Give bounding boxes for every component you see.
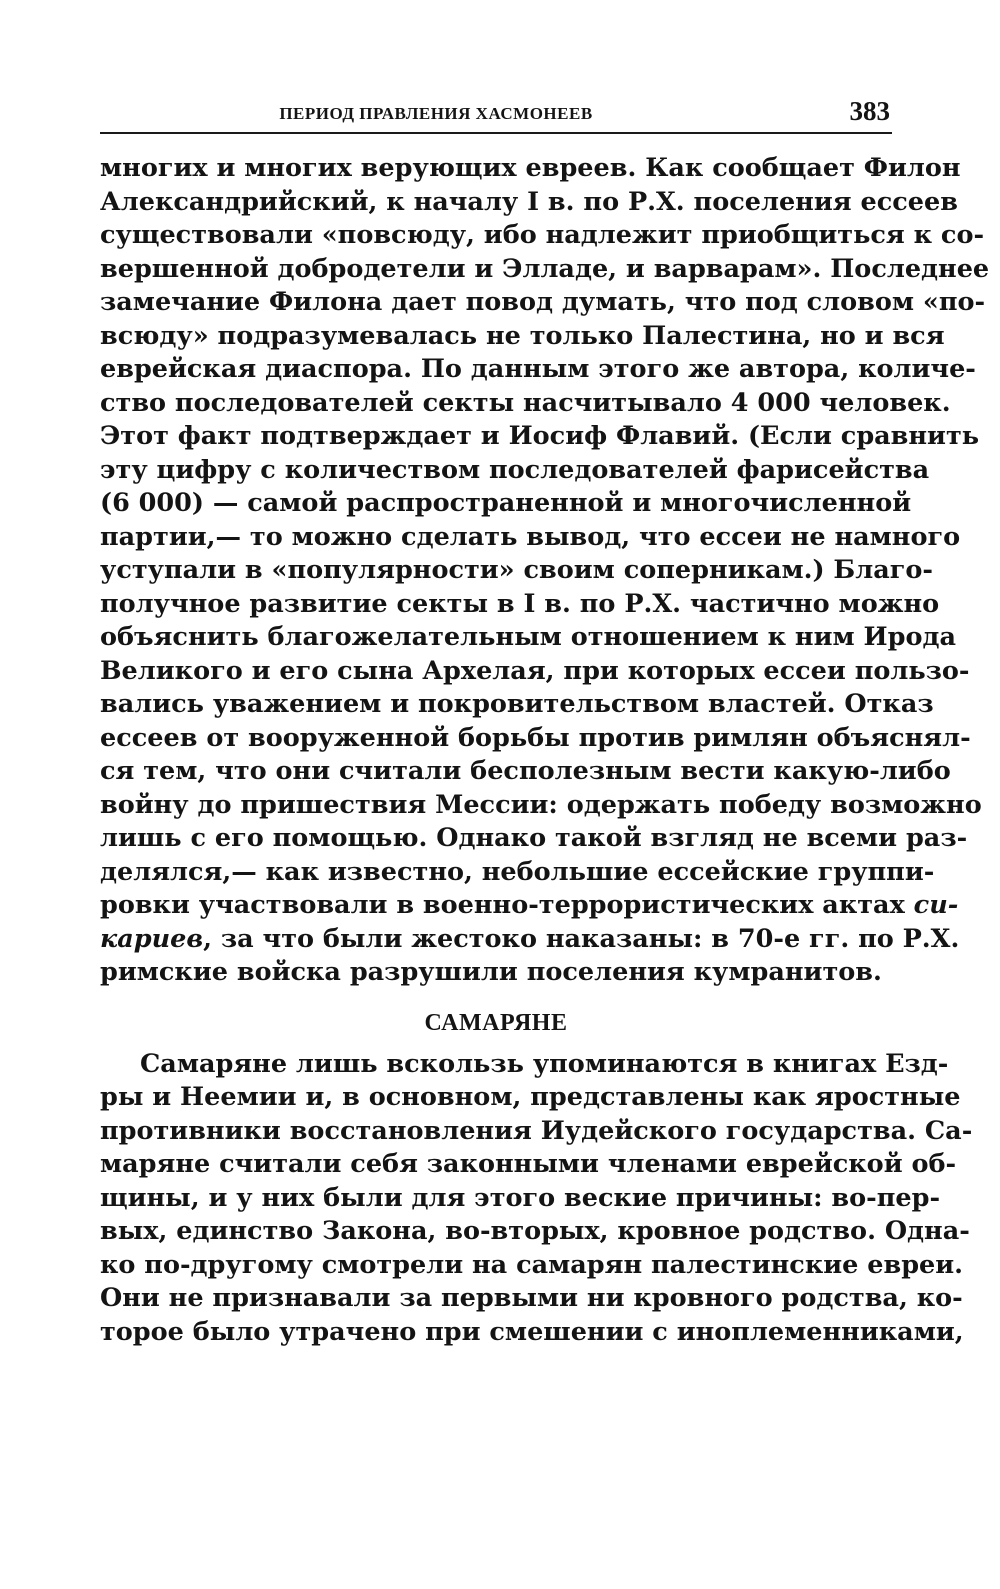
- text-line: Этот факт подтверждает и Иосиф Флавий. (Если сравнить: [100, 421, 980, 451]
- text-line: лишь с его помощью. Однако такой взгляд не всеми раз-: [100, 823, 968, 853]
- text-line: щины, и у них были для этого веские причины: во-пер-: [100, 1182, 941, 1213]
- text-line: ство последователей секты насчитывало 4 000 человек.: [100, 387, 951, 418]
- text-line-segment: ровки участвовали в военно-террористических актах: [100, 890, 905, 920]
- text-line: противники восстановления Иудейского государства. Са-: [100, 1115, 973, 1146]
- text-line: эту цифру с количеством последователей фарисейства: [100, 454, 930, 485]
- text-line: римские войска разрушили поселения кумранитов.: [100, 957, 882, 987]
- italic-term: си-: [913, 890, 959, 920]
- text-line: ко по-другому смотрели на самарян палестинские евреи.: [100, 1249, 964, 1280]
- text-line: делялся,— как известно, небольшие ессейские группи-: [100, 856, 935, 887]
- text-line: маряне считали себя законными членами еврейской об-: [100, 1149, 957, 1179]
- text-line: вались уважением и покровительством властей. Отказ: [100, 689, 934, 719]
- italic-term: кариев: [100, 923, 204, 954]
- text-line: существовали «повсюду, ибо надлежит приобщиться к со-: [100, 220, 985, 250]
- text-line: замечание Филона дает повод думать, что под словом «по-: [100, 287, 986, 317]
- text-line: вых, единство Закона, во-вторых, кровное родство. Одна-: [100, 1216, 970, 1246]
- text-line: еврейская диаспора. По данным этого же автора, количе-: [100, 354, 976, 384]
- text-line: всюду» подразумевалась не только Палестина, но и вся: [100, 320, 945, 351]
- body-text: [100, 152, 990, 1349]
- text-line: уступали в «популярности» своим соперникам.) Благо-: [100, 555, 933, 585]
- text-line: ры и Неемии и, в основном, представлены как яростные: [100, 1082, 961, 1112]
- text-line: (6 000) — самой распространенной и многочисленной: [100, 488, 912, 518]
- text-line: партии,— то можно сделать вывод, что ессеи не намного: [100, 521, 961, 552]
- text-line: Они не признавали за первыми ни кровного родства, ко-: [100, 1283, 963, 1313]
- section-heading: САМАРЯНЕ: [424, 1009, 568, 1036]
- text-line: вершенной добродетели и Элладе, и варварам». Последнее: [100, 253, 990, 284]
- text-line: ессеев от вооруженной борьбы против римлян объяснял-: [100, 722, 971, 753]
- running-header: [100, 96, 892, 134]
- text-line: Александрийский, к началу I в. по Р.Х. поселения ессеев: [100, 186, 958, 217]
- text-line: многих и многих верующих евреев. Как сообщает Филон: [100, 153, 961, 183]
- text-line: Великого и его сына Архелая, при которых ессеи пользо-: [100, 655, 970, 686]
- text-line: войну до пришествия Мессии: одержать победу возможно: [100, 789, 982, 820]
- running-title: ПЕРИОД ПРАВЛЕНИЯ ХАСМОНЕЕВ: [279, 104, 593, 123]
- text-line: ся тем, что они считали бесполезным вести какую-либо: [100, 756, 951, 786]
- text-line-segment: , за что были жестоко наказаны: в 70-е гг. по Р.Х.: [203, 923, 960, 954]
- text-line: объяснить благожелательным отношением к ним Ирода: [100, 622, 956, 652]
- text-line-with-term: [100, 923, 960, 957]
- text-line: Самаряне лишь вскользь упоминаются в книгах Езд-: [140, 1048, 949, 1079]
- text-line: торое было утрачено при смешении с иноплеменниками,: [100, 1316, 964, 1347]
- page-number: 383: [849, 96, 890, 126]
- text-line: получное развитие секты в I в. по Р.Х. частично можно: [100, 588, 940, 619]
- text-line-with-term: [100, 889, 959, 923]
